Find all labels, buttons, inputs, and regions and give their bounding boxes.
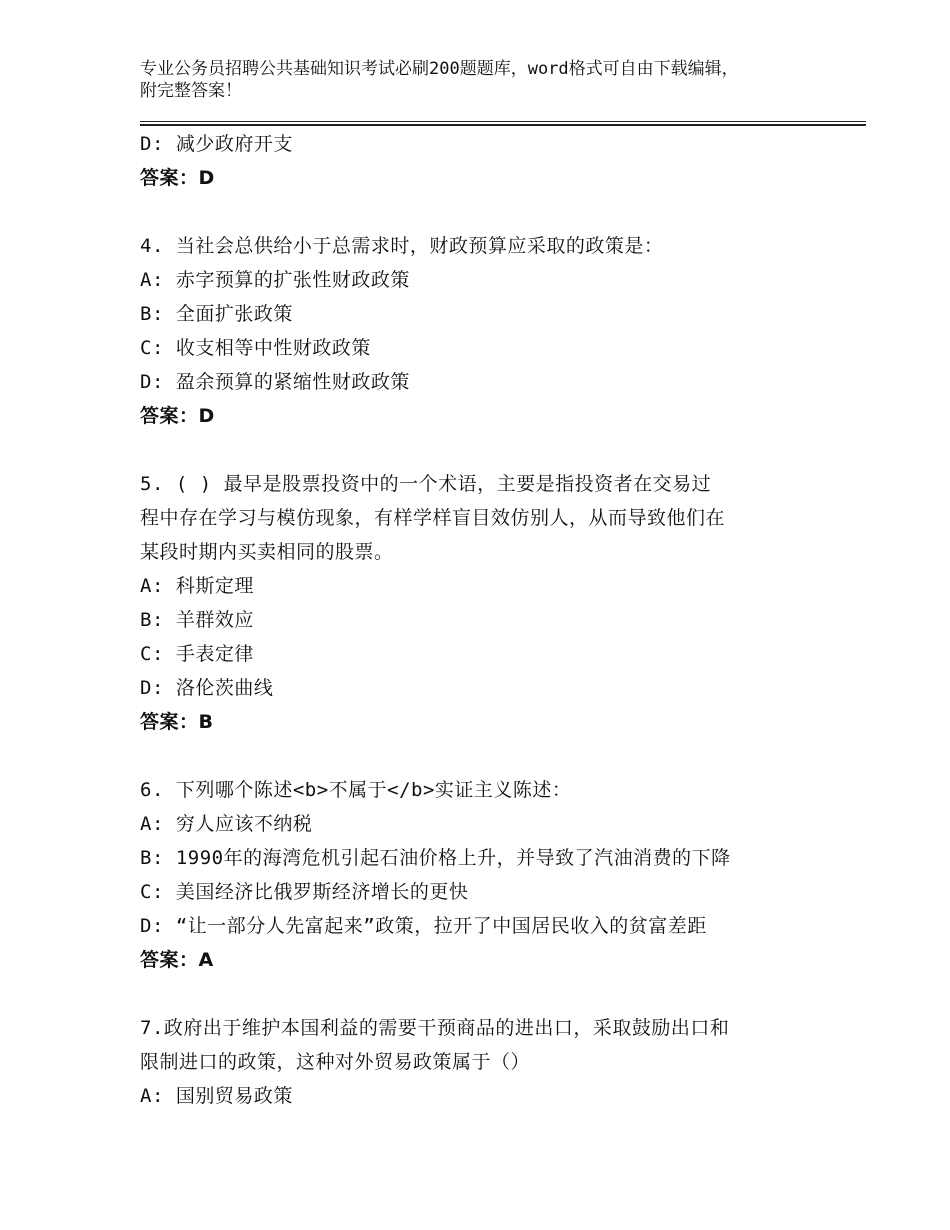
option-d: D: 洛伦茨曲线 xyxy=(140,677,274,699)
header-line-1: 专业公务员招聘公共基础知识考试必刷200题题库，word格式可自由下载编辑， xyxy=(140,59,739,79)
answer-line: 答案：B xyxy=(140,711,214,733)
answer-line: 答案：D xyxy=(140,167,215,189)
question-block-5 xyxy=(140,467,820,739)
question-text: 4. 当社会总供给小于总需求时，财政预算应采取的政策是： xyxy=(140,235,664,257)
answer-line: 答案：A xyxy=(140,949,214,971)
option-d: D: 减少政府开支 xyxy=(140,133,293,155)
question-text: 5. ( ) 最早是股票投资中的一个术语，主要是指投资者在交易过 xyxy=(140,473,712,495)
option-b: B: 全面扩张政策 xyxy=(140,303,293,325)
header-rule-thin xyxy=(140,121,866,122)
spacer xyxy=(140,433,820,467)
option-c: C: 美国经济比俄罗斯经济增长的更快 xyxy=(140,881,469,903)
header-line-2: 附完整答案！ xyxy=(140,81,242,101)
question-text-cont: 限制进口的政策，这种对外贸易政策属于（） xyxy=(140,1051,531,1073)
option-d: D: “让一部分人先富起来”政策，拉开了中国居民收入的贫富差距 xyxy=(140,915,707,937)
question-text-cont: 程中存在学习与模仿现象，有样学样盲目效仿别人，从而导致他们在 xyxy=(140,507,726,529)
option-b: B: 羊群效应 xyxy=(140,609,254,631)
option-a: A: 穷人应该不纳税 xyxy=(140,813,313,835)
header-rule-thick xyxy=(140,124,866,126)
spacer xyxy=(140,739,820,773)
question-text-cont: 某段时期内买卖相同的股票。 xyxy=(140,541,394,563)
spacer xyxy=(140,195,820,229)
answer-line: 答案：D xyxy=(140,405,215,427)
option-c: C: 收支相等中性财政政策 xyxy=(140,337,371,359)
option-c: C: 手表定律 xyxy=(140,643,254,665)
question-block-7 xyxy=(140,1011,820,1113)
option-d: D: 盈余预算的紧缩性财政政策 xyxy=(140,371,410,393)
question-block-4 xyxy=(140,229,820,433)
question-text: 7.政府出于维护本国利益的需要干预商品的进出口，采取鼓励出口和 xyxy=(140,1017,730,1039)
question-block-prev xyxy=(140,127,820,195)
option-a: A: 赤字预算的扩张性财政政策 xyxy=(140,269,410,291)
page-header xyxy=(140,58,840,102)
spacer xyxy=(140,977,820,1011)
option-b: B: 1990年的海湾危机引起石油价格上升，并导致了汽油消费的下降 xyxy=(140,847,731,869)
question-block-6 xyxy=(140,773,820,977)
question-text: 6. 下列哪个陈述<b>不属于</b>实证主义陈述： xyxy=(140,779,572,801)
option-a: A: 科斯定理 xyxy=(140,575,254,597)
document-body xyxy=(140,127,820,1113)
option-a: A: 国别贸易政策 xyxy=(140,1085,293,1107)
